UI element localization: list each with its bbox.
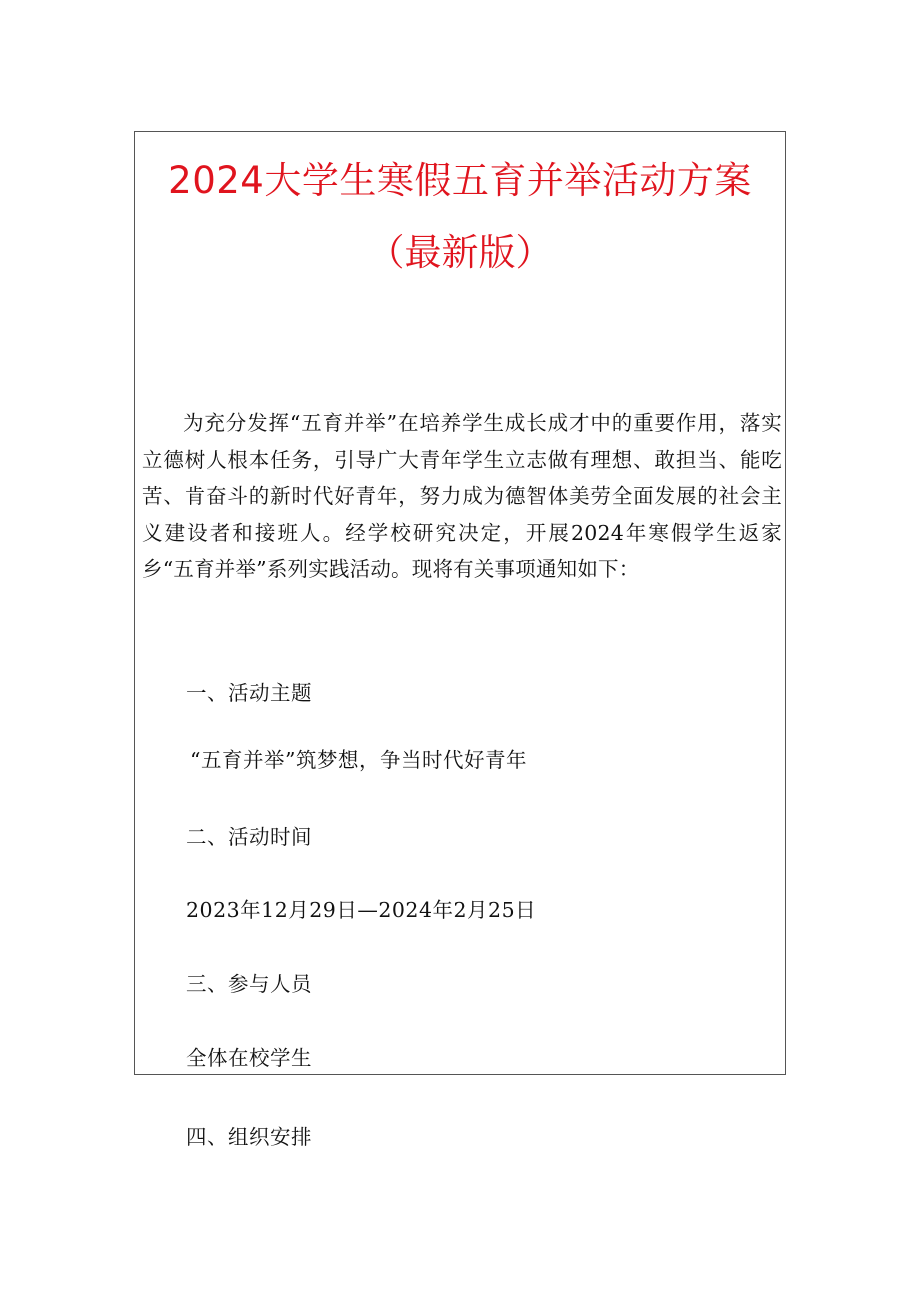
intro-paragraph: 为充分发挥“五育并举”在培养学生成长成才中的重要作用，落实立德树人根本任务，引导广大青年学生立志做有理想、敢担当、能吃苦、肯奋斗的新时代好青年，努力成为德智体美劳全面发展的社会主义建设者和接班人。经学校研究决定，开展2024年寒假学生返家乡“五育并举”系列实践活动。现将有关事项通知如下： [142,411,782,581]
section-heading-time: 二、活动时间 [186,825,312,849]
section-body-participants: 全体在校学生 [186,1046,312,1070]
section-heading-organization: 四、组织安排 [186,1125,312,1149]
section-heading-participants: 三、参与人员 [186,972,312,996]
section-body-theme: “五育并举”筑梦想，争当时代好青年 [190,748,527,772]
document-subtitle: （最新版） [367,231,553,274]
document-title: 2024大学生寒假五育并举活动方案 [168,159,752,202]
section-body-time: 2023年12月29日—2024年2月25日 [186,898,537,922]
section-heading-theme: 一、活动主题 [186,681,312,705]
